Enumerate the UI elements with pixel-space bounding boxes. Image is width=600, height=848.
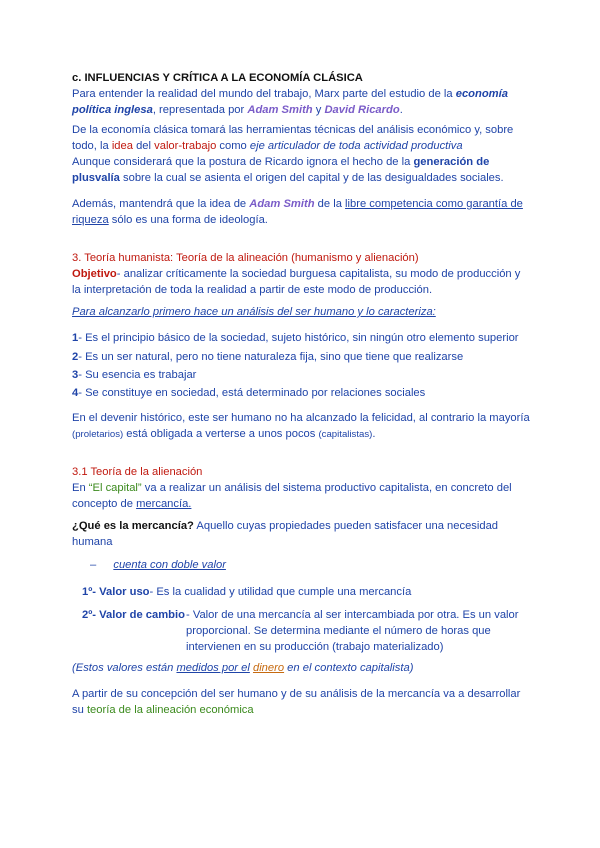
item-text: - Su esencia es trabajar — [78, 369, 197, 381]
section-c-title: c. INFLUENCIAS Y CRÍTICA A LA ECONOMÍA CLÁSICA — [72, 72, 363, 84]
section-3-objective — [72, 266, 532, 298]
name-david-ricardo: David Ricardo — [324, 104, 400, 116]
text: (Estos valores están — [72, 662, 177, 674]
item-text: - Es un ser natural, pero no tiene naturaleza fija, sino que tiene que realizarse — [78, 351, 464, 363]
text: de la — [314, 198, 346, 210]
section-31-title: 3.1 Teoría de la alienación — [72, 466, 203, 478]
list-item — [72, 385, 532, 401]
text: En el devenir histórico, este ser humano no ha alcanzado la felicidad, al contrario la mayoría — [72, 412, 530, 424]
section-c-paragraph-3 — [72, 154, 532, 186]
name-adam-smith: Adam Smith — [247, 104, 313, 116]
text: sólo es una forma de ideología. — [108, 214, 268, 226]
item-text: - Se constituye en sociedad, está determinado por relaciones sociales — [78, 387, 426, 399]
text: Aunque considerará que la postura de Ricardo ignora el hecho de la — [72, 156, 414, 168]
highlight-economia-politica: economía política inglesa — [72, 88, 508, 116]
word-valor-trabajo: valor-trabajo — [154, 140, 217, 152]
text: y — [312, 104, 325, 116]
objective-text: - analizar críticamente la sociedad burguesa capitalista, su modo de producción y la interpretación de toda la realidad a partir de este modo de producción. — [72, 268, 521, 296]
proletarios: (proletarios) — [72, 429, 124, 440]
teoria-alineacion: teoría de la alineación económica — [86, 704, 254, 716]
list-item — [72, 367, 532, 383]
generacion-plusvalia: generación de plusvalía — [72, 156, 490, 184]
note — [72, 660, 532, 676]
medidos-por-el: medidos por el — [176, 662, 250, 674]
text: del — [132, 140, 155, 152]
text: De la economía clásica tomará las herramientas técnicas del análisis económico y, sobre todo, la — [72, 124, 514, 152]
name-adam-smith-2: Adam Smith — [249, 198, 315, 210]
mercancia: mercancía. — [136, 498, 192, 510]
item-text: - Es el principio básico de la sociedad, sujeto histórico, sin ningún otro elemento superior — [78, 332, 519, 344]
valor-uso-text: - Es la cualidad y utilidad que cumple una mercancía — [149, 586, 412, 598]
section-c-paragraph-2 — [72, 122, 532, 154]
section-3-title: 3. Teoría humanista: Teoría de la alineación (humanismo y alienación) — [72, 252, 419, 264]
section-3-history-paragraph — [72, 410, 532, 443]
text: A partir de su concepción del ser humano y de su análisis de la mercancía va a desarrollar su — [72, 688, 521, 716]
capitalistas: (capitalistas) — [318, 429, 373, 440]
valor-cambio — [82, 607, 532, 655]
dash-bullet: – — [90, 559, 97, 571]
list-item — [72, 330, 532, 346]
section-31-paragraph — [72, 480, 532, 512]
text: como — [216, 140, 250, 152]
valor-uso — [82, 584, 532, 600]
text: está obligada a verterse a unos pocos — [123, 428, 319, 440]
item-number: 2 — [72, 351, 79, 363]
el-capital: “El capital” — [88, 482, 142, 494]
text: Además, mantendrá que la idea de — [72, 198, 250, 210]
question-text: Aquello cuyas propiedades pueden satisfacer una necesidad humana — [72, 520, 499, 548]
text: Para entender la realidad del mundo del trabajo, Marx parte del estudio de la — [72, 88, 456, 100]
text: va a realizar un análisis del sistema productivo capitalista, en concreto del concepto de — [72, 482, 512, 510]
text: . — [372, 428, 376, 440]
question-label: ¿Qué es la mercancía? — [72, 520, 194, 532]
text: En — [72, 482, 89, 494]
question-paragraph — [72, 518, 532, 550]
final-paragraph — [72, 686, 532, 718]
item-number: 4 — [72, 387, 79, 399]
valor-cambio-label: 2º- Valor de cambio — [82, 609, 185, 621]
item-number: 3 — [72, 369, 79, 381]
eje-articulador: eje articulador de toda actividad productiva — [249, 140, 463, 152]
dash-item — [90, 557, 490, 573]
section-3-lead: Para alcanzarlo primero hace un análisis del ser humano y lo caracteriza: — [72, 306, 436, 318]
text: en el contexto capitalista) — [284, 662, 414, 674]
libre-competencia: libre competencia como garantía de riqueza — [72, 198, 523, 226]
text: . — [399, 104, 403, 116]
dinero: dinero — [252, 662, 285, 674]
doble-valor: cuenta con doble valor — [113, 559, 226, 571]
valor-cambio-text: - Valor de una mercancía al ser intercambiada por otra. Es un valor proporcional. Se determina mediante el número de horas que intervienen en su producción (trabajo materializado) — [186, 609, 519, 653]
objective-label: Objetivo — [72, 268, 117, 280]
valor-uso-label: 1º- Valor uso — [82, 586, 150, 598]
section-c-paragraph-4 — [72, 196, 532, 228]
text: , representada por — [152, 104, 248, 116]
list-item — [72, 349, 532, 365]
section-c-paragraph-1 — [72, 86, 532, 118]
item-number: 1 — [72, 332, 79, 344]
text: sobre la cual se asienta el origen del capital y de las desigualdades sociales. — [119, 172, 504, 184]
word-idea: idea — [111, 140, 133, 152]
